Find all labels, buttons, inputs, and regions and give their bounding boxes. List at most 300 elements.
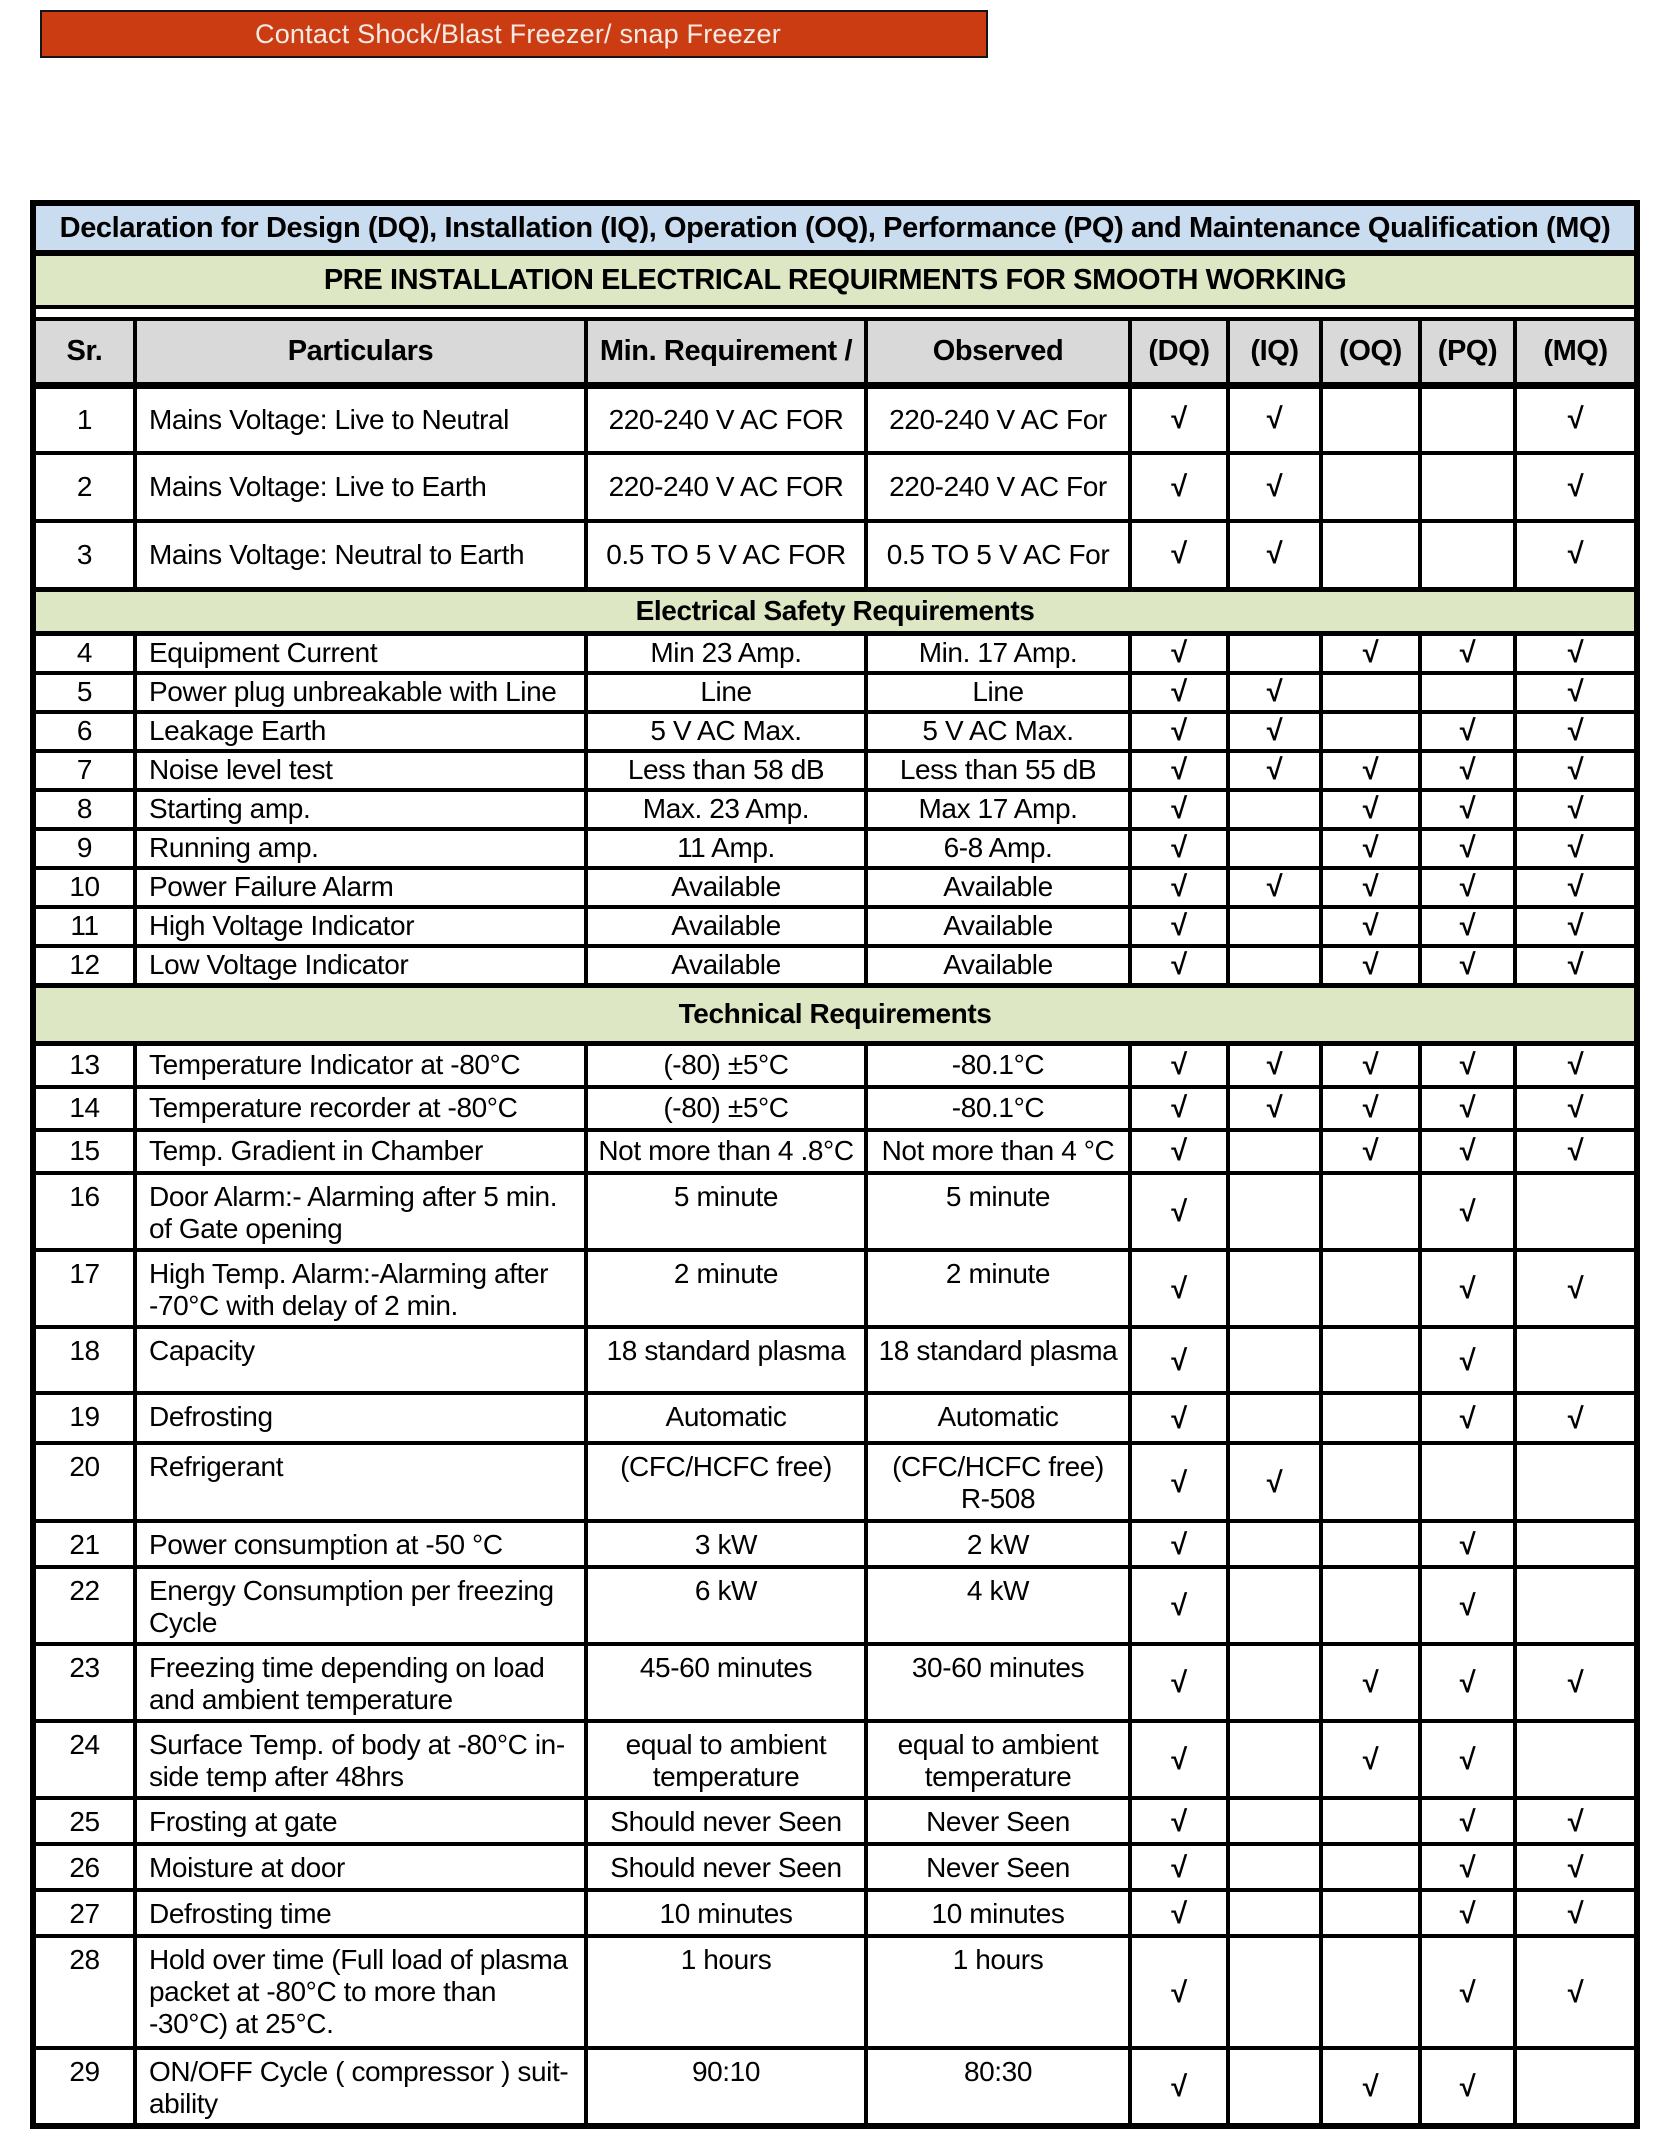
table-row <box>33 868 1637 907</box>
sr-cell: 16 <box>33 1173 135 1250</box>
sr-cell: 6 <box>33 712 135 751</box>
sr-cell: 18 <box>33 1327 135 1393</box>
sr-cell: 1 <box>33 385 135 453</box>
column-header-iq: (IQ) <box>1228 319 1321 385</box>
particulars-cell: Mains Voltage: Neutral to Earth <box>135 521 586 589</box>
min-requirement-cell: (-80) ±5°C <box>586 1043 866 1087</box>
observed-cell: 18 standard plasma <box>866 1327 1130 1393</box>
table-row <box>33 1844 1637 1890</box>
checkmark-iq: √ <box>1228 751 1321 790</box>
particulars-cell: Leakage Earth <box>135 712 586 751</box>
table-row <box>33 1327 1637 1393</box>
sr-cell: 5 <box>33 673 135 712</box>
min-requirement-cell: Available <box>586 946 866 986</box>
checkmark-oq: √ <box>1321 1721 1420 1798</box>
checkmark-dq: √ <box>1130 521 1228 589</box>
sr-cell: 3 <box>33 521 135 589</box>
table-row <box>33 829 1637 868</box>
checkmark-mq: √ <box>1515 907 1637 946</box>
table-row <box>33 1393 1637 1443</box>
sr-cell: 7 <box>33 751 135 790</box>
empty-check-oq <box>1321 521 1420 589</box>
checkmark-oq: √ <box>1321 1043 1420 1087</box>
observed-cell: 10 minutes <box>866 1890 1130 1936</box>
empty-check-iq <box>1228 829 1321 868</box>
sr-cell: 25 <box>33 1798 135 1844</box>
empty-check-oq <box>1321 1567 1420 1644</box>
checkmark-pq: √ <box>1420 868 1515 907</box>
observed-cell: 6-8 Amp. <box>866 829 1130 868</box>
empty-check-iq <box>1228 1721 1321 1798</box>
table-row <box>33 2048 1637 2126</box>
empty-check-iq <box>1228 1521 1321 1567</box>
min-requirement-cell: (CFC/HCFC free) <box>586 1443 866 1521</box>
empty-check-iq <box>1228 1130 1321 1173</box>
particulars-cell: Temperature recorder at -80°C <box>135 1087 586 1130</box>
sr-cell: 2 <box>33 453 135 521</box>
checkmark-iq: √ <box>1228 521 1321 589</box>
min-requirement-cell: 90:10 <box>586 2048 866 2126</box>
section-header-row-electrical <box>33 589 1637 633</box>
empty-check-oq <box>1321 1393 1420 1443</box>
empty-check-oq <box>1321 712 1420 751</box>
checkmark-dq: √ <box>1130 1393 1228 1443</box>
observed-cell: 5 V AC Max. <box>866 712 1130 751</box>
empty-check-iq <box>1228 790 1321 829</box>
min-requirement-cell: Max. 23 Amp. <box>586 790 866 829</box>
empty-check-mq <box>1515 1721 1637 1798</box>
observed-cell: 5 minute <box>866 1173 1130 1250</box>
observed-cell: -80.1°C <box>866 1043 1130 1087</box>
checkmark-oq: √ <box>1321 1087 1420 1130</box>
checkmark-oq: √ <box>1321 829 1420 868</box>
min-requirement-cell: 6 kW <box>586 1567 866 1644</box>
checkmark-oq: √ <box>1321 907 1420 946</box>
observed-cell: 30-60 minutes <box>866 1644 1130 1721</box>
sr-cell: 24 <box>33 1721 135 1798</box>
section-header-technical: Technical Requirements <box>33 985 1637 1043</box>
table-title-row <box>33 203 1637 253</box>
column-header-dq: (DQ) <box>1130 319 1228 385</box>
checkmark-dq: √ <box>1130 1173 1228 1250</box>
table-row <box>33 907 1637 946</box>
section-header-electrical: Electrical Safety Requirements <box>33 589 1637 633</box>
empty-check-iq <box>1228 1173 1321 1250</box>
checkmark-pq: √ <box>1420 751 1515 790</box>
observed-cell: Less than 55 dB <box>866 751 1130 790</box>
checkmark-pq: √ <box>1420 712 1515 751</box>
particulars-cell: Power plug unbreakable with Line <box>135 673 586 712</box>
min-requirement-cell: 0.5 TO 5 V AC FOR <box>586 521 866 589</box>
table-row <box>33 1443 1637 1521</box>
min-requirement-cell: Automatic <box>586 1393 866 1443</box>
observed-cell: Max 17 Amp. <box>866 790 1130 829</box>
column-header-row <box>33 319 1637 385</box>
checkmark-pq: √ <box>1420 790 1515 829</box>
table-row <box>33 751 1637 790</box>
checkmark-oq: √ <box>1321 2048 1420 2126</box>
sr-cell: 21 <box>33 1521 135 1567</box>
checkmark-mq: √ <box>1515 712 1637 751</box>
empty-check-oq <box>1321 1521 1420 1567</box>
table-row <box>33 1798 1637 1844</box>
particulars-cell: Mains Voltage: Live to Earth <box>135 453 586 521</box>
particulars-cell: Defrosting <box>135 1393 586 1443</box>
checkmark-pq: √ <box>1420 1173 1515 1250</box>
observed-cell: Never Seen <box>866 1798 1130 1844</box>
particulars-cell: Starting amp. <box>135 790 586 829</box>
checkmark-dq: √ <box>1130 453 1228 521</box>
particulars-cell: Capacity <box>135 1327 586 1393</box>
min-requirement-cell: (-80) ±5°C <box>586 1087 866 1130</box>
sr-cell: 14 <box>33 1087 135 1130</box>
empty-check-oq <box>1321 673 1420 712</box>
empty-check-iq <box>1228 1327 1321 1393</box>
empty-check-mq <box>1515 1567 1637 1644</box>
min-requirement-cell: 1 hours <box>586 1936 866 2048</box>
checkmark-oq: √ <box>1321 790 1420 829</box>
checkmark-pq: √ <box>1420 1644 1515 1721</box>
checkmark-pq: √ <box>1420 1393 1515 1443</box>
checkmark-mq: √ <box>1515 790 1637 829</box>
checkmark-dq: √ <box>1130 1890 1228 1936</box>
particulars-cell: Door Alarm:- Alarming after 5 min. of Gate opening <box>135 1173 586 1250</box>
checkmark-pq: √ <box>1420 1567 1515 1644</box>
checkmark-oq: √ <box>1321 868 1420 907</box>
min-requirement-cell: Min 23 Amp. <box>586 633 866 673</box>
min-requirement-cell: 18 standard plasma <box>586 1327 866 1393</box>
particulars-cell: Freezing time depending on load and ambient temperature <box>135 1644 586 1721</box>
sr-cell: 4 <box>33 633 135 673</box>
section-header-row-technical <box>33 985 1637 1043</box>
particulars-cell: Temperature Indicator at -80°C <box>135 1043 586 1087</box>
table-subtitle-row <box>33 253 1637 307</box>
table-row <box>33 1250 1637 1327</box>
empty-check-oq <box>1321 1173 1420 1250</box>
sr-cell: 15 <box>33 1130 135 1173</box>
empty-check-oq <box>1321 1250 1420 1327</box>
min-requirement-cell: 3 kW <box>586 1521 866 1567</box>
checkmark-pq: √ <box>1420 1130 1515 1173</box>
spacer-row <box>33 307 1637 319</box>
empty-check-oq <box>1321 1798 1420 1844</box>
sr-cell: 19 <box>33 1393 135 1443</box>
observed-cell: Never Seen <box>866 1844 1130 1890</box>
particulars-cell: Energy Consumption per freezing Cycle <box>135 1567 586 1644</box>
checkmark-pq: √ <box>1420 1721 1515 1798</box>
table-subtitle: PRE INSTALLATION ELECTRICAL REQUIRMENTS FOR SMOOTH WORKING <box>33 253 1637 307</box>
checkmark-pq: √ <box>1420 1043 1515 1087</box>
min-requirement-cell: 5 minute <box>586 1173 866 1250</box>
checkmark-mq: √ <box>1515 1250 1637 1327</box>
checkmark-dq: √ <box>1130 1721 1228 1798</box>
table-row <box>33 385 1637 453</box>
checkmark-mq: √ <box>1515 1043 1637 1087</box>
table-row <box>33 790 1637 829</box>
particulars-cell: Temp. Gradient in Chamber <box>135 1130 586 1173</box>
empty-check-mq <box>1515 2048 1637 2126</box>
checkmark-mq: √ <box>1515 868 1637 907</box>
column-header-oq: (OQ) <box>1321 319 1420 385</box>
checkmark-dq: √ <box>1130 2048 1228 2126</box>
checkmark-iq: √ <box>1228 385 1321 453</box>
min-requirement-cell: Not more than 4 .8°C <box>586 1130 866 1173</box>
table-row <box>33 1521 1637 1567</box>
min-requirement-cell: 5 V AC Max. <box>586 712 866 751</box>
checkmark-dq: √ <box>1130 1844 1228 1890</box>
checkmark-oq: √ <box>1321 751 1420 790</box>
checkmark-dq: √ <box>1130 712 1228 751</box>
empty-check-mq <box>1515 1443 1637 1521</box>
empty-check-pq <box>1420 1443 1515 1521</box>
checkmark-dq: √ <box>1130 1443 1228 1521</box>
checkmark-iq: √ <box>1228 868 1321 907</box>
checkmark-pq: √ <box>1420 1844 1515 1890</box>
table-row <box>33 946 1637 986</box>
checkmark-mq: √ <box>1515 1087 1637 1130</box>
table-title: Declaration for Design (DQ), Installation (IQ), Operation (OQ), Performance (PQ) and Maintenance Qualification (MQ) <box>33 203 1637 253</box>
observed-cell: 80:30 <box>866 2048 1130 2126</box>
checkmark-pq: √ <box>1420 1250 1515 1327</box>
checkmark-iq: √ <box>1228 1443 1321 1521</box>
empty-check-iq <box>1228 907 1321 946</box>
table-row <box>33 1087 1637 1130</box>
empty-check-iq <box>1228 1250 1321 1327</box>
min-requirement-cell: 11 Amp. <box>586 829 866 868</box>
observed-cell: 220-240 V AC For <box>866 453 1130 521</box>
min-requirement-cell: Line <box>586 673 866 712</box>
empty-check-iq <box>1228 1567 1321 1644</box>
particulars-cell: Moisture at door <box>135 1844 586 1890</box>
table-row <box>33 1936 1637 2048</box>
checkmark-oq: √ <box>1321 1130 1420 1173</box>
checkmark-mq: √ <box>1515 1936 1637 2048</box>
observed-cell: -80.1°C <box>866 1087 1130 1130</box>
empty-check-oq <box>1321 1844 1420 1890</box>
particulars-cell: Surface Temp. of body at -80°C in-side temp after 48hrs <box>135 1721 586 1798</box>
checkmark-mq: √ <box>1515 1644 1637 1721</box>
sr-cell: 13 <box>33 1043 135 1087</box>
particulars-cell: High Voltage Indicator <box>135 907 586 946</box>
observed-cell: 0.5 TO 5 V AC For <box>866 521 1130 589</box>
table-row <box>33 453 1637 521</box>
empty-check-oq <box>1321 1327 1420 1393</box>
min-requirement-cell: Available <box>586 907 866 946</box>
table-row <box>33 633 1637 673</box>
checkmark-iq: √ <box>1228 1043 1321 1087</box>
sr-cell: 9 <box>33 829 135 868</box>
particulars-cell: Defrosting time <box>135 1890 586 1936</box>
checkmark-dq: √ <box>1130 1130 1228 1173</box>
empty-check-oq <box>1321 1443 1420 1521</box>
empty-check-pq <box>1420 385 1515 453</box>
sr-cell: 29 <box>33 2048 135 2126</box>
table-row <box>33 712 1637 751</box>
empty-check-iq <box>1228 1644 1321 1721</box>
checkmark-mq: √ <box>1515 521 1637 589</box>
empty-check-oq <box>1321 1936 1420 2048</box>
sr-cell: 28 <box>33 1936 135 2048</box>
min-requirement-cell: 220-240 V AC FOR <box>586 385 866 453</box>
particulars-cell: Hold over time (Full load of plasma packet at -80°C to more than -30°C) at 25°C. <box>135 1936 586 2048</box>
min-requirement-cell: Should never Seen <box>586 1844 866 1890</box>
particulars-cell: Power Failure Alarm <box>135 868 586 907</box>
checkmark-pq: √ <box>1420 829 1515 868</box>
checkmark-dq: √ <box>1130 1567 1228 1644</box>
empty-check-iq <box>1228 1890 1321 1936</box>
checkmark-mq: √ <box>1515 385 1637 453</box>
min-requirement-cell: 2 minute <box>586 1250 866 1327</box>
table-row <box>33 521 1637 589</box>
observed-cell: 1 hours <box>866 1936 1130 2048</box>
checkmark-pq: √ <box>1420 1087 1515 1130</box>
checkmark-mq: √ <box>1515 1844 1637 1890</box>
checkmark-mq: √ <box>1515 1130 1637 1173</box>
min-requirement-cell: 45-60 minutes <box>586 1644 866 1721</box>
checkmark-iq: √ <box>1228 453 1321 521</box>
checkmark-mq: √ <box>1515 1393 1637 1443</box>
checkmark-dq: √ <box>1130 751 1228 790</box>
observed-cell: Automatic <box>866 1393 1130 1443</box>
empty-check-iq <box>1228 1393 1321 1443</box>
checkmark-pq: √ <box>1420 1521 1515 1567</box>
checkmark-iq: √ <box>1228 1087 1321 1130</box>
observed-cell: 220-240 V AC For <box>866 385 1130 453</box>
checkmark-dq: √ <box>1130 868 1228 907</box>
empty-check-iq <box>1228 946 1321 986</box>
checkmark-iq: √ <box>1228 673 1321 712</box>
min-requirement-cell: 220-240 V AC FOR <box>586 453 866 521</box>
min-requirement-cell: 10 minutes <box>586 1890 866 1936</box>
checkmark-iq: √ <box>1228 712 1321 751</box>
checkmark-pq: √ <box>1420 2048 1515 2126</box>
sr-cell: 8 <box>33 790 135 829</box>
checkmark-dq: √ <box>1130 385 1228 453</box>
checkmark-mq: √ <box>1515 673 1637 712</box>
min-requirement-cell: Less than 58 dB <box>586 751 866 790</box>
observed-cell: equal to ambient temperature <box>866 1721 1130 1798</box>
sr-cell: 26 <box>33 1844 135 1890</box>
empty-check-iq <box>1228 1798 1321 1844</box>
particulars-cell: Mains Voltage: Live to Neutral <box>135 385 586 453</box>
particulars-cell: Refrigerant <box>135 1443 586 1521</box>
empty-check-pq <box>1420 453 1515 521</box>
empty-check-pq <box>1420 521 1515 589</box>
observed-cell: Line <box>866 673 1130 712</box>
empty-check-oq <box>1321 453 1420 521</box>
checkmark-dq: √ <box>1130 907 1228 946</box>
checkmark-pq: √ <box>1420 1798 1515 1844</box>
table-row <box>33 673 1637 712</box>
checkmark-mq: √ <box>1515 1890 1637 1936</box>
checkmark-pq: √ <box>1420 1327 1515 1393</box>
sr-cell: 23 <box>33 1644 135 1721</box>
checkmark-pq: √ <box>1420 1890 1515 1936</box>
observed-cell: Min. 17 Amp. <box>866 633 1130 673</box>
empty-check-mq <box>1515 1327 1637 1393</box>
empty-check-mq <box>1515 1521 1637 1567</box>
observed-cell: 2 kW <box>866 1521 1130 1567</box>
table-row <box>33 1173 1637 1250</box>
table-row <box>33 1721 1637 1798</box>
table-row <box>33 1644 1637 1721</box>
observed-cell: Not more than 4 °C <box>866 1130 1130 1173</box>
empty-check-iq <box>1228 633 1321 673</box>
empty-check-oq <box>1321 1890 1420 1936</box>
table-row <box>33 1567 1637 1644</box>
checkmark-pq: √ <box>1420 946 1515 986</box>
min-requirement-cell: equal to ambient temperature <box>586 1721 866 1798</box>
banner-title: Contact Shock/Blast Freezer/ snap Freezer <box>255 18 781 49</box>
qualification-table <box>30 200 1640 2129</box>
checkmark-mq: √ <box>1515 946 1637 986</box>
particulars-cell: Frosting at gate <box>135 1798 586 1844</box>
column-header-pq: (PQ) <box>1420 319 1515 385</box>
sr-cell: 10 <box>33 868 135 907</box>
checkmark-dq: √ <box>1130 1521 1228 1567</box>
sr-cell: 17 <box>33 1250 135 1327</box>
empty-check-iq <box>1228 2048 1321 2126</box>
checkmark-dq: √ <box>1130 829 1228 868</box>
sr-cell: 20 <box>33 1443 135 1521</box>
checkmark-dq: √ <box>1130 1043 1228 1087</box>
particulars-cell: Noise level test <box>135 751 586 790</box>
sr-cell: 11 <box>33 907 135 946</box>
checkmark-pq: √ <box>1420 907 1515 946</box>
observed-cell: 2 minute <box>866 1250 1130 1327</box>
checkmark-dq: √ <box>1130 673 1228 712</box>
observed-cell: 4 kW <box>866 1567 1130 1644</box>
particulars-cell: Low Voltage Indicator <box>135 946 586 986</box>
particulars-cell: Power consumption at -50 °C <box>135 1521 586 1567</box>
checkmark-mq: √ <box>1515 633 1637 673</box>
checkmark-mq: √ <box>1515 1798 1637 1844</box>
checkmark-dq: √ <box>1130 1644 1228 1721</box>
table-row <box>33 1890 1637 1936</box>
min-requirement-cell: Available <box>586 868 866 907</box>
particulars-cell: Equipment Current <box>135 633 586 673</box>
sr-cell: 22 <box>33 1567 135 1644</box>
empty-check-oq <box>1321 385 1420 453</box>
checkmark-dq: √ <box>1130 1087 1228 1130</box>
table-row <box>33 1130 1637 1173</box>
column-header-observed: Observed <box>866 319 1130 385</box>
checkmark-dq: √ <box>1130 1250 1228 1327</box>
checkmark-dq: √ <box>1130 1936 1228 2048</box>
checkmark-dq: √ <box>1130 790 1228 829</box>
checkmark-dq: √ <box>1130 633 1228 673</box>
sr-cell: 12 <box>33 946 135 986</box>
particulars-cell: Running amp. <box>135 829 586 868</box>
column-header-particulars: Particulars <box>135 319 586 385</box>
particulars-cell: High Temp. Alarm:-Alarming after -70°C with delay of 2 min. <box>135 1250 586 1327</box>
checkmark-dq: √ <box>1130 1327 1228 1393</box>
observed-cell: Available <box>866 946 1130 986</box>
observed-cell: Available <box>866 868 1130 907</box>
observed-cell: (CFC/HCFC free) R-508 <box>866 1443 1130 1521</box>
table-row <box>33 1043 1637 1087</box>
min-requirement-cell: Should never Seen <box>586 1798 866 1844</box>
checkmark-dq: √ <box>1130 946 1228 986</box>
title-banner <box>40 10 988 58</box>
checkmark-dq: √ <box>1130 1798 1228 1844</box>
checkmark-pq: √ <box>1420 633 1515 673</box>
particulars-cell: ON/OFF Cycle ( compressor ) suit-ability <box>135 2048 586 2126</box>
sr-cell: 27 <box>33 1890 135 1936</box>
checkmark-oq: √ <box>1321 1644 1420 1721</box>
empty-check-iq <box>1228 1844 1321 1890</box>
checkmark-mq: √ <box>1515 829 1637 868</box>
